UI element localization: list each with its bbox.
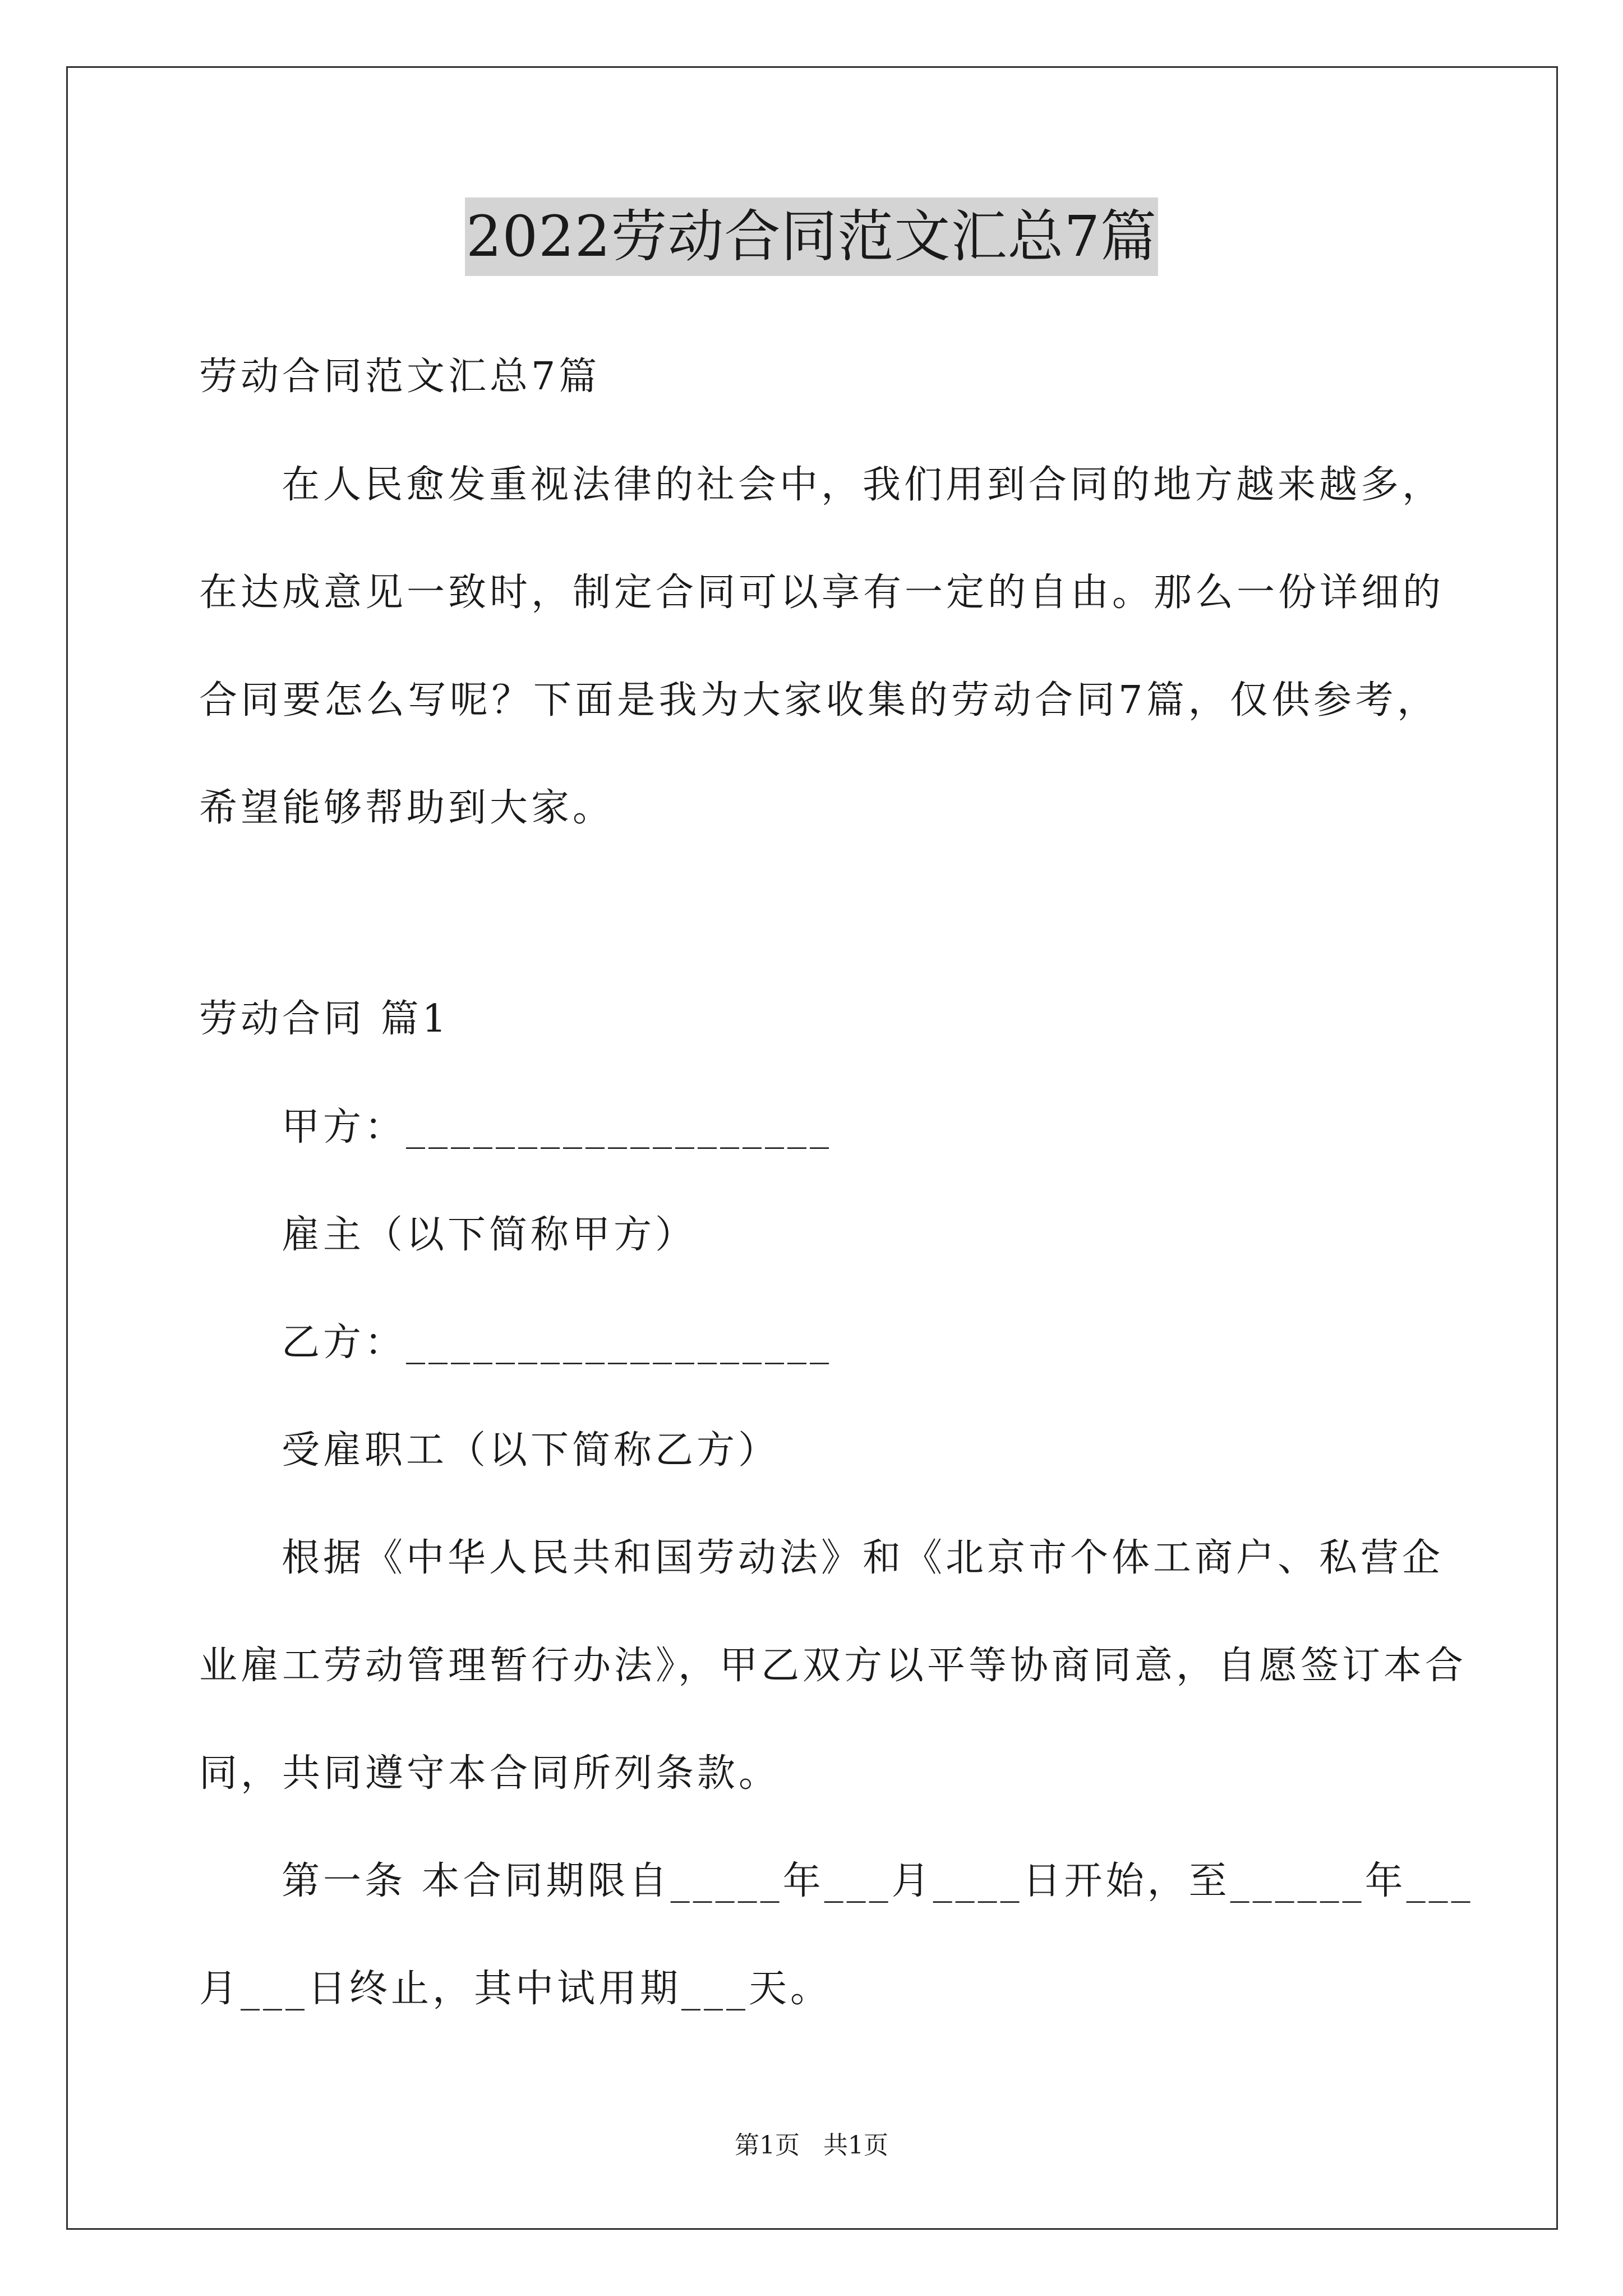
intro-line-3: 合同要怎么写呢？下面是我为大家收集的劳动合同7篇，仅供参考， [199,678,1438,723]
intro-line-2: 在达成意见一致时，制定合同可以享有一定的自由。那么一份详细的 [199,570,1445,615]
subtitle: 劳动合同范文汇总7篇 [199,355,601,399]
document-title: 2022劳动合同范文汇总7篇 [465,197,1158,276]
basis-line-1: 根据《中华人民共和国劳动法》和《北京市个体工商户、私营企 [282,1536,1444,1580]
article1-line-2: 月___日终止，其中试用期___天。 [199,1967,832,2011]
title-container [0,197,1623,276]
section-heading: 劳动合同 篇1 [199,997,450,1041]
article1-line-1: 第一条 本合同期限自_____年___月____日开始，至______年___ [282,1859,1474,1903]
party-b-description: 受雇职工（以下简称乙方） [282,1428,780,1473]
party-b-line: 乙方：___________________ [282,1320,833,1365]
page-footer: 第1页 共1页 [735,2131,888,2160]
basis-line-2: 业雇工劳动管理暂行办法》，甲乙双方以平等协商同意，自愿签订本合 [199,1644,1467,1688]
party-a-line: 甲方：___________________ [282,1105,833,1149]
intro-line-4: 希望能够帮助到大家。 [199,786,615,830]
party-a-description: 雇主（以下简称甲方） [282,1213,697,1257]
basis-line-3: 同，共同遵守本合同所列条款。 [199,1751,781,1796]
intro-line-1: 在人民愈发重视法律的社会中，我们用到合同的地方越来越多， [282,463,1444,507]
